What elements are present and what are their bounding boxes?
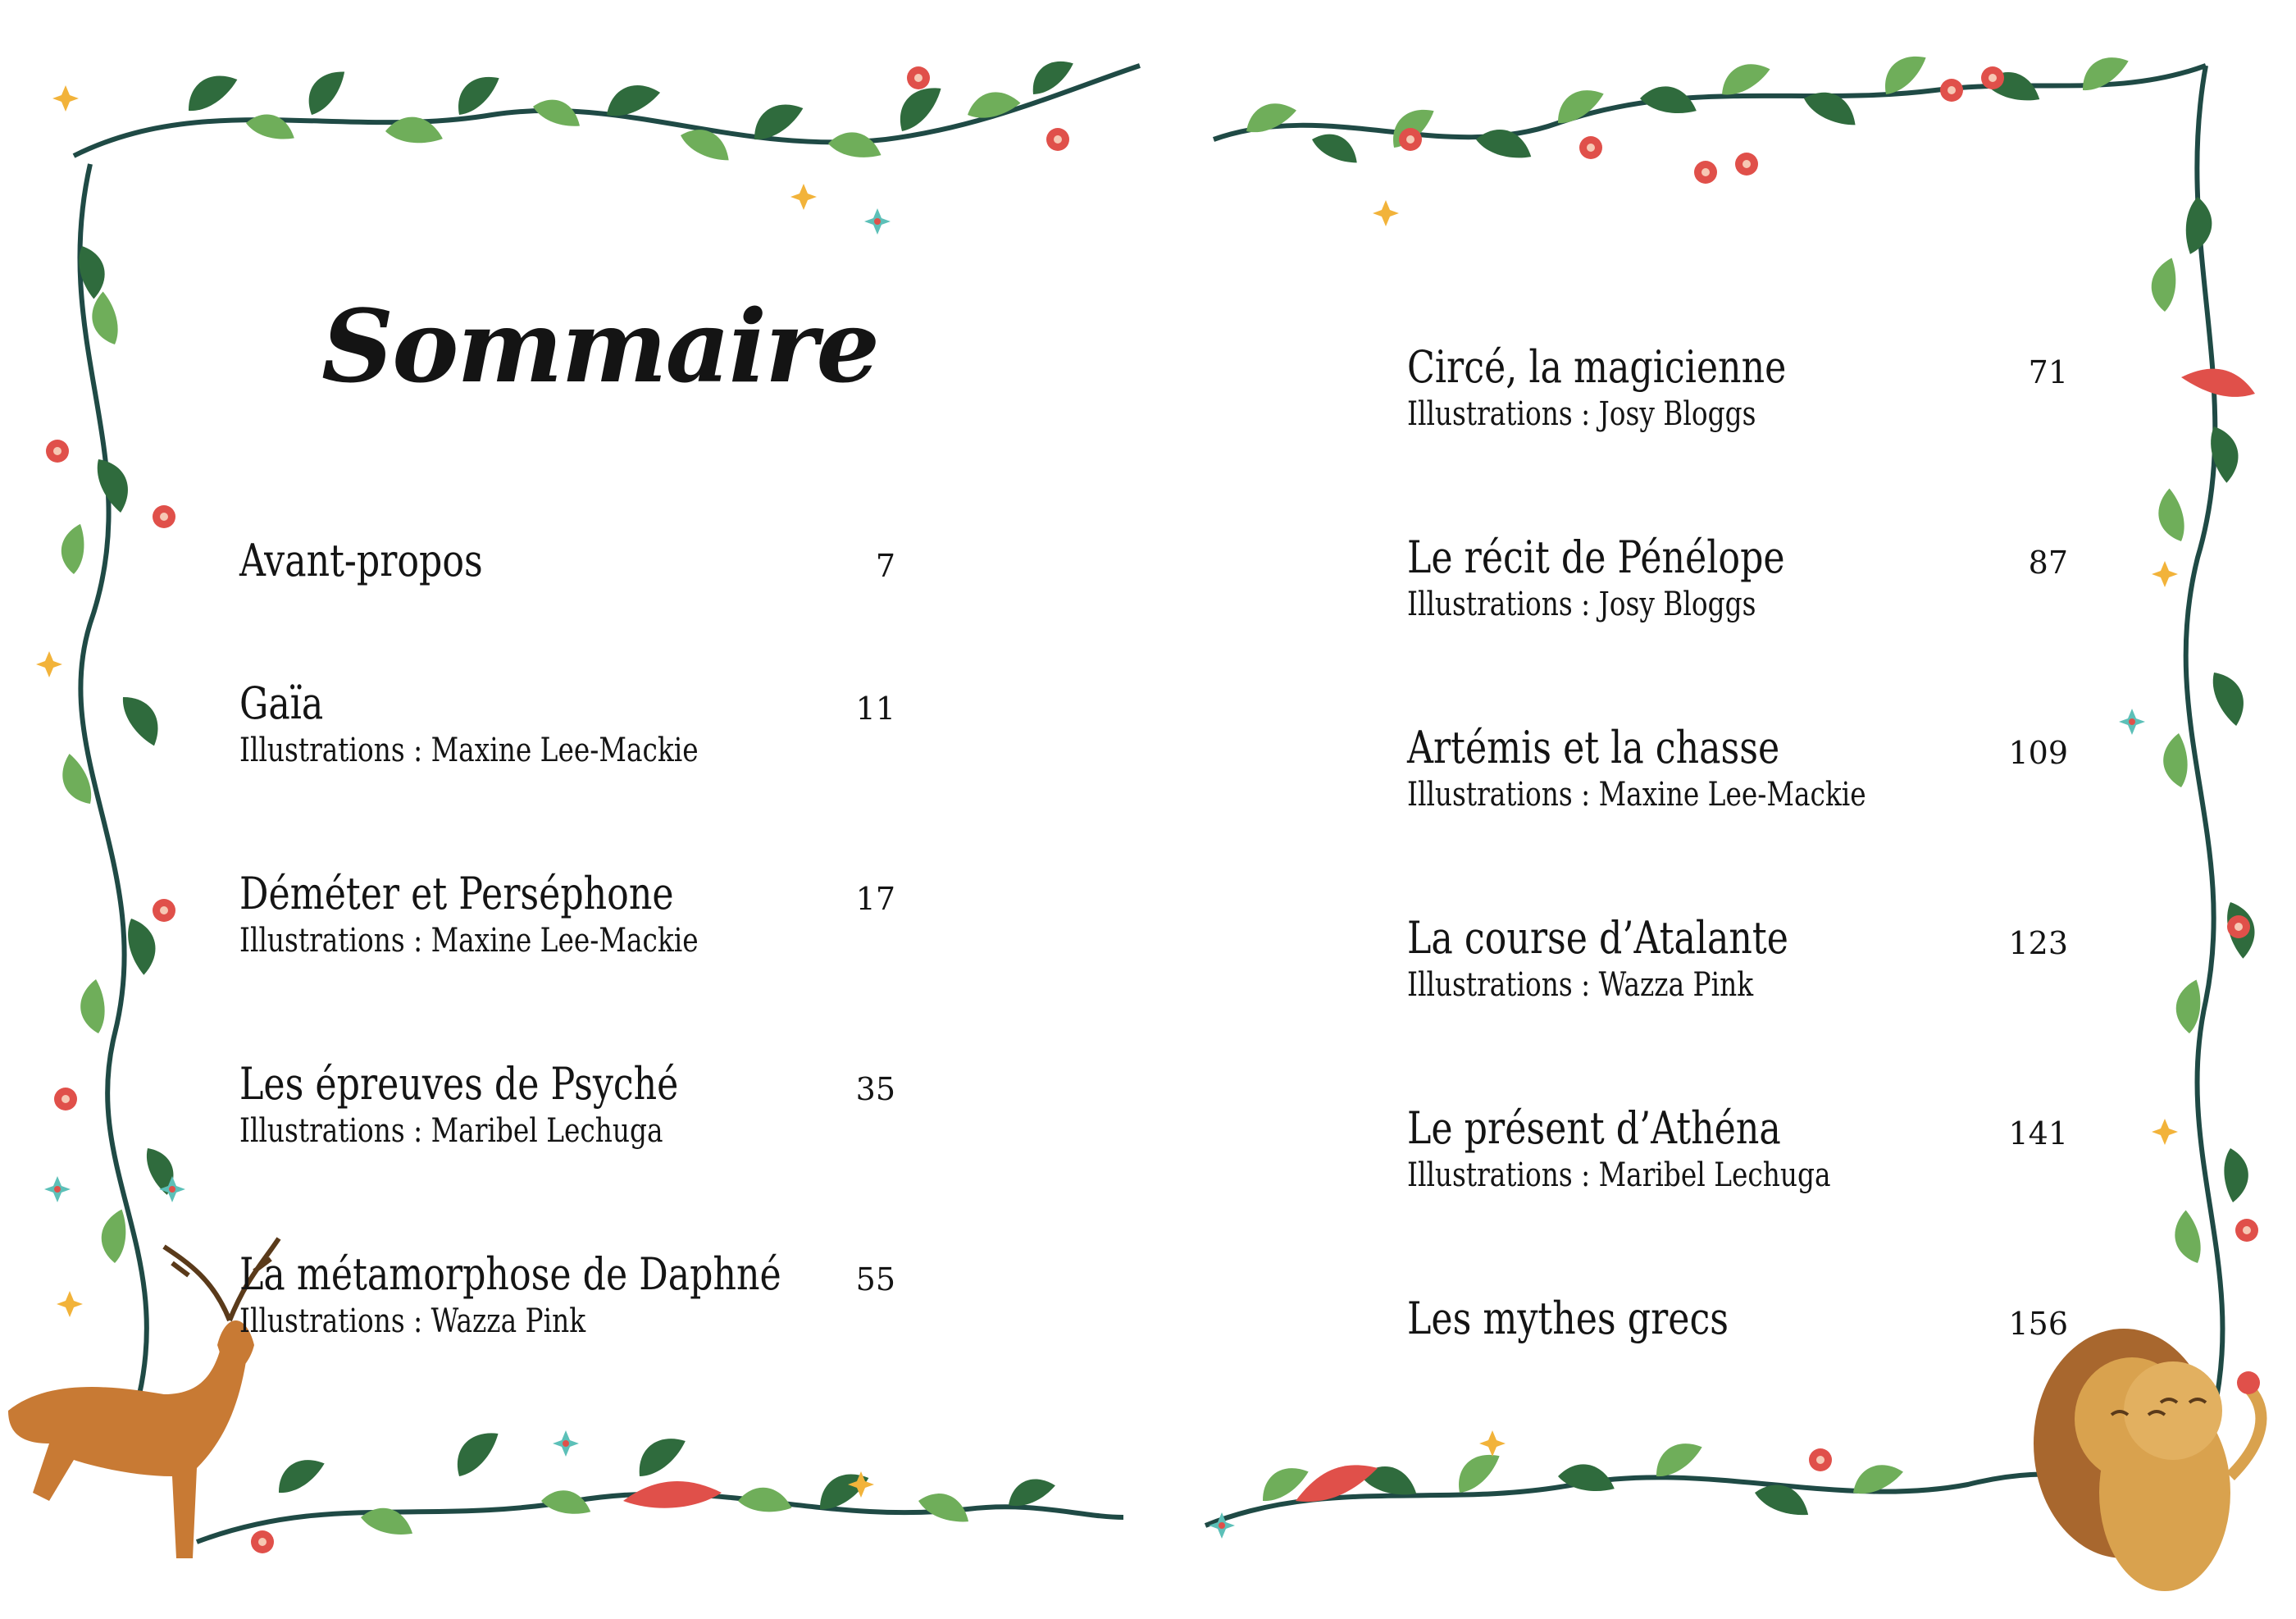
toc-entry-credit: Illustrations : Wazza Pink bbox=[1407, 966, 1754, 1004]
toc-entry-page-number: 109 bbox=[2008, 735, 2068, 771]
toc-entry-title: Le récit de Pénélope bbox=[1407, 531, 1785, 583]
toc-entry[interactable] bbox=[1407, 341, 1870, 435]
toc-entry-credit: Illustrations : Maxine Lee-Mackie bbox=[239, 732, 699, 769]
toc-entry-page-number: 123 bbox=[2008, 925, 2068, 961]
toc-entry-title: Les épreuves de Psyché bbox=[239, 1058, 679, 1110]
toc-entry[interactable] bbox=[1407, 1102, 1924, 1196]
toc-entry-title: La course d’Atalante bbox=[1407, 912, 1788, 964]
toc-entry-page-number: 55 bbox=[855, 1261, 895, 1297]
toc-entry-credit: Illustrations : Maxine Lee-Mackie bbox=[239, 922, 699, 960]
toc-entry[interactable] bbox=[1407, 722, 1967, 815]
toc-entry[interactable] bbox=[239, 677, 800, 771]
toc-entry-page-number: 35 bbox=[855, 1071, 895, 1107]
toc-entry-page-number: 141 bbox=[2008, 1115, 2068, 1152]
page-title: Sommaire bbox=[321, 287, 878, 405]
toc-entry-credit: Illustrations : Maribel Lechuga bbox=[239, 1112, 663, 1150]
toc-entry[interactable] bbox=[1407, 912, 1872, 1006]
toc-entry-title: La métamorphose de Daphné bbox=[239, 1248, 781, 1300]
toc-entry-page-number: 17 bbox=[855, 881, 895, 917]
toc-entry-credit: Illustrations : Josy Bloggs bbox=[1407, 395, 1756, 433]
toc-entry-page-number: 71 bbox=[2028, 354, 2068, 390]
toc-entry-title: Le présent d’Athéna bbox=[1407, 1102, 1781, 1154]
toc-entry-title: Les mythes grecs bbox=[1407, 1293, 1729, 1344]
toc-entry-title: Avant-propos bbox=[239, 535, 483, 586]
toc-entry-page-number: 11 bbox=[855, 691, 895, 727]
toc-entry[interactable] bbox=[239, 868, 800, 961]
toc-entry-title: Déméter et Perséphone bbox=[239, 868, 674, 919]
toc-entry-credit: Illustrations : Josy Bloggs bbox=[1407, 586, 1756, 623]
toc-entry[interactable] bbox=[239, 535, 536, 587]
toc-entry[interactable] bbox=[239, 1058, 775, 1152]
toc-entry-page-number: 7 bbox=[875, 548, 895, 584]
toc-entry-credit: Illustrations : Maxine Lee-Mackie bbox=[1407, 776, 1866, 814]
toc-entry-title: Artémis et la chasse bbox=[1407, 722, 1780, 773]
right-page bbox=[1148, 0, 2296, 1619]
toc-entry[interactable] bbox=[1407, 531, 1868, 625]
toc-entry-credit: Illustrations : Maribel Lechuga bbox=[1407, 1156, 1831, 1194]
toc-entry-page-number: 87 bbox=[2028, 545, 2068, 581]
toc-entry-title: Gaïa bbox=[239, 677, 324, 729]
toc-entry-title: Circé, la magicienne bbox=[1407, 341, 1787, 393]
toc-entry[interactable] bbox=[1407, 1293, 1799, 1345]
toc-entry-page-number: 156 bbox=[2008, 1306, 2068, 1342]
toc-entry-credit: Illustrations : Wazza Pink bbox=[239, 1302, 586, 1340]
